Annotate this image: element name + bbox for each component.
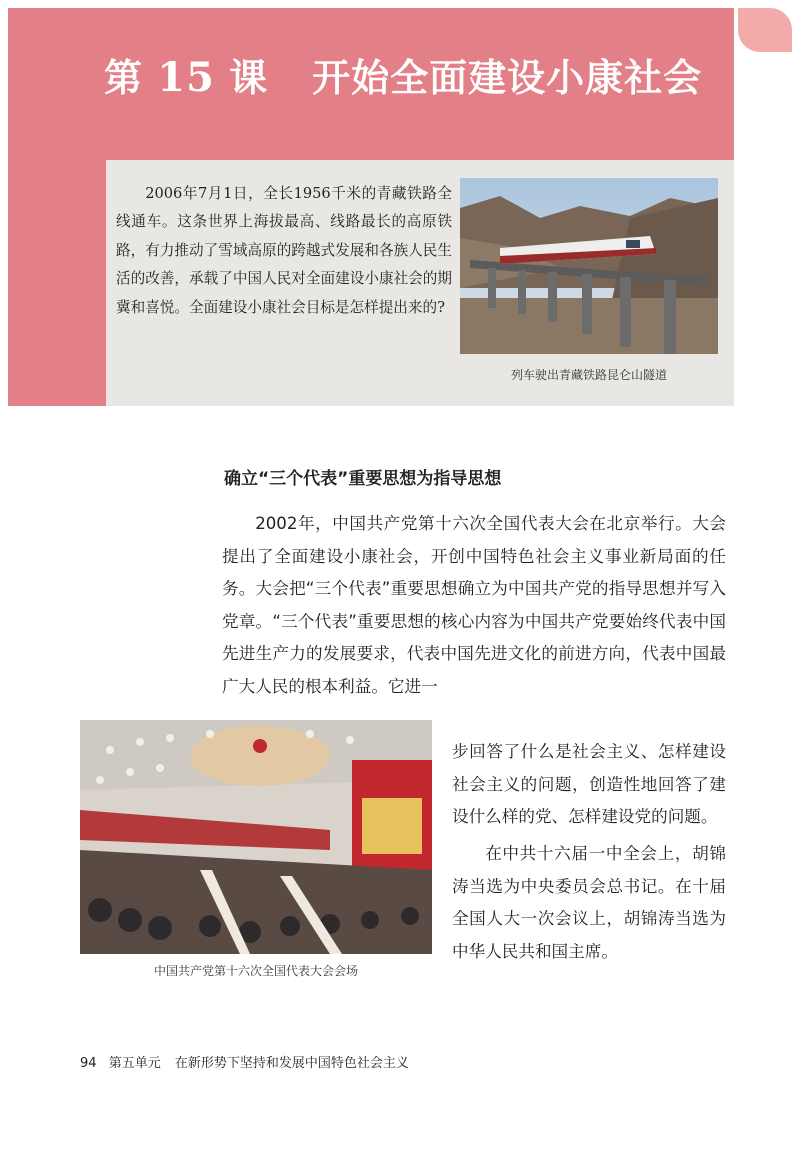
paragraph-1: 2002年，中国共产党第十六次全国代表大会在北京举行。大会提出了全面建设小康社会，开创中国特色社会主义事业新局面的任务。大会把“三个代表”重要思想确立为中国共产党的指导思想并写入党章。“三个代表”重要思想的核心内容为中国共产党要始终代表中国先进生产力的发展要求，代表中国先进文化的前进方向，代表中国最广大人民的根本利益。它进一: [222, 514, 726, 696]
train-photo: [460, 178, 718, 354]
lesson-title-text: 开始全面建设小康社会: [312, 55, 703, 100]
section-heading: 确立“三个代表”重要思想为指导思想: [224, 469, 502, 489]
intro-text: 2006年7月1日，全长1956千米的青藏铁路全线通车。这条世界上海拔最高、线路最长的高原铁路，有力推动了雪域高原的跨越式发展和各族人民生活的改善，承载了中国人民对全面建设小康社会的期冀和喜悦。全面建设小康社会目标是怎样提出来的?: [116, 185, 452, 316]
lesson-number: 第 15 课: [104, 54, 269, 101]
unit-title: 在新形势下坚持和发展中国特色社会主义: [174, 1056, 409, 1071]
train-photo-caption: 列车驶出青藏铁路昆仑山隧道: [510, 368, 667, 382]
corner-tab: [738, 8, 792, 52]
page-footer: [80, 1052, 409, 1071]
congress-photo: [80, 720, 432, 954]
lesson-title: [104, 48, 702, 108]
page-number: 94: [80, 1056, 97, 1071]
congress-photo-caption: 中国共产党第十六次全国代表大会会场: [153, 964, 358, 978]
paragraph-2: 在中共十六届一中全会上，胡锦涛当选为中央委员会总书记。在十届全国人大一次会议上，胡锦涛当选为中华人民共和国主席。: [452, 844, 726, 961]
paragraph-1-continued: 步回答了什么是社会主义、怎样建设社会主义的问题，创造性地回答了建设什么样的党、怎样建设党的问题。: [452, 742, 726, 827]
unit-label: 第五单元: [108, 1056, 161, 1071]
